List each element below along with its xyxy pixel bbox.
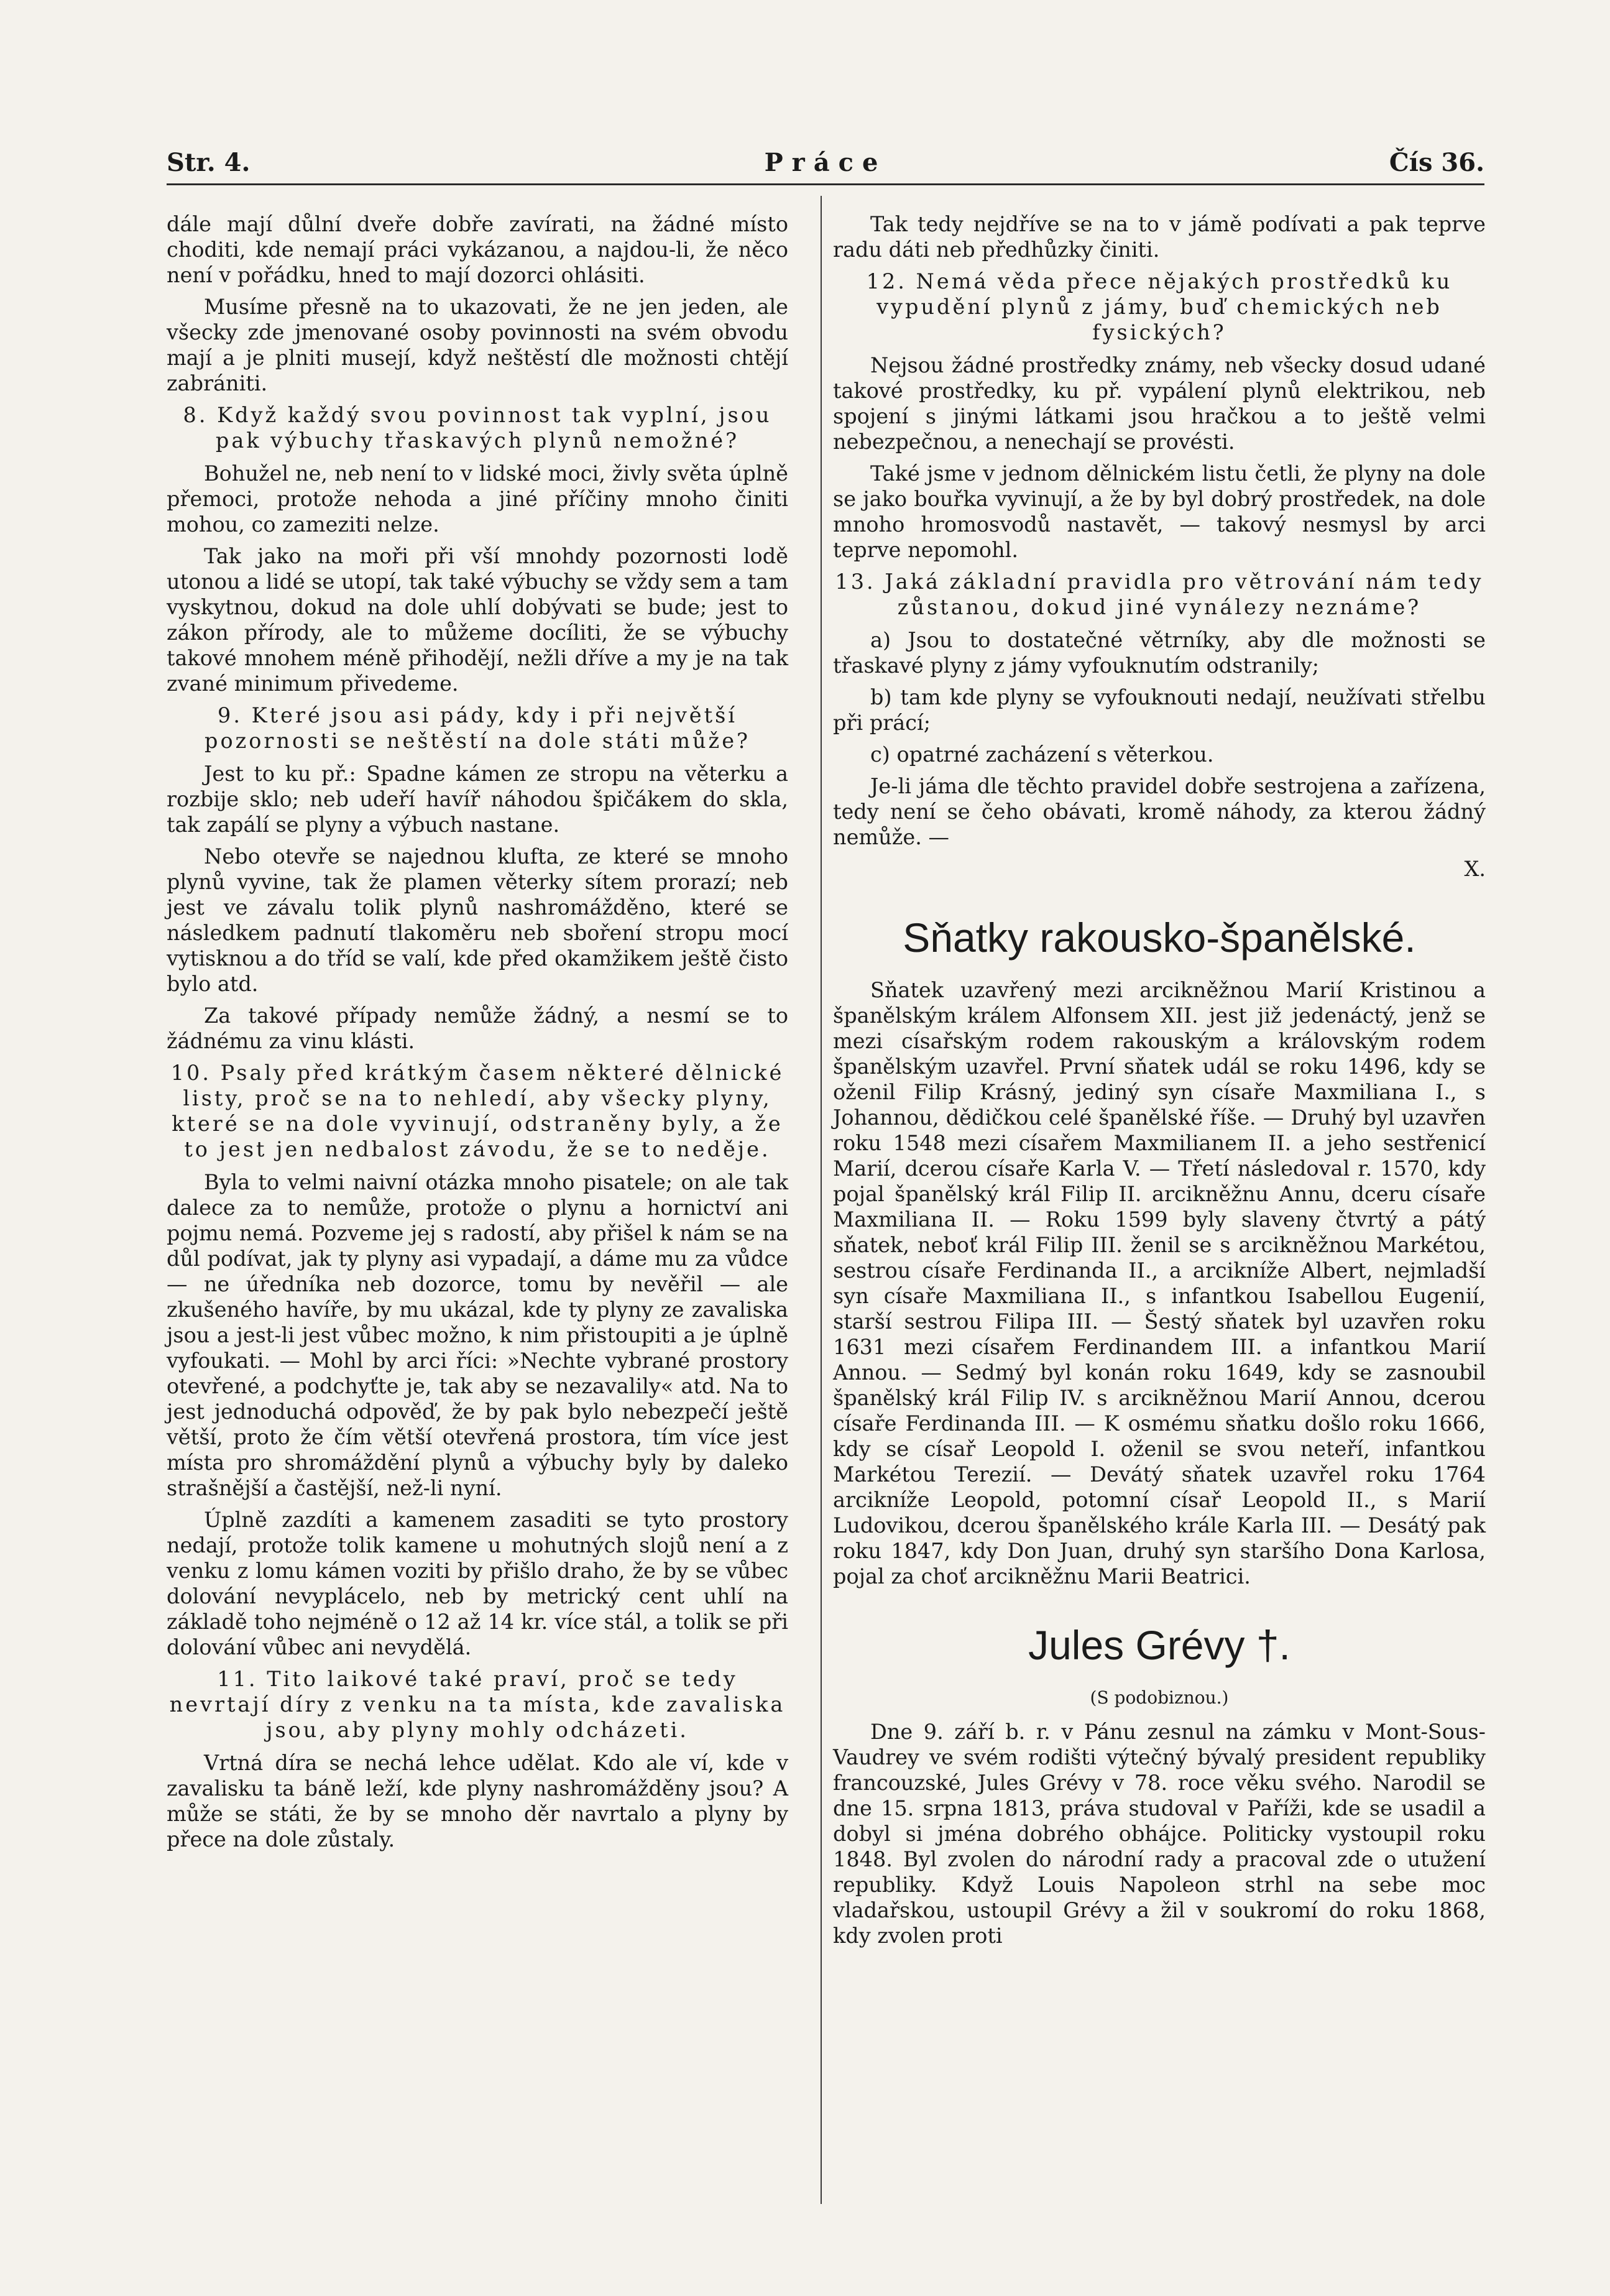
question-heading: 10. Psaly před krátkým časem některé dělnické listy, proč se na to nehledí, aby všecky plyny, které se na dole vyvinují, odstraněny byly, a že to jest jen nedbalost závodu, že se to neděje. [170,1061,784,1161]
article-title-marriages: Sňatky rakousko-španělské. [903,915,1416,961]
paragraph: Byla to velmi naivní otázka mnoho pisatele; on ale tak dalece za to nemůže, protože o plynu a hornictví ani pojmu nemá. Pozveme jej s radostí, aby přišel k nám se na důl podívat, jak ty plyny asi vypadají, a dáme mu za vůdce — ne úředníka neb dozorce, tomu by nevěřil — ale zkušeného havíře, by mu ukázal, kde ty plyny ze zavaliska jsou a jest-li jest vůbec možno, k nim přistoupiti a je úplně vyfoukati. — Mohl by arci říci: »Nechte vybrané prostory otevřené, a podchyťte je, tak aby se nezavalily« atd. Na to jest jednoduchá odpověď, že by pak bylo nebezpečí ještě větší, proto že čím větší otevřená prostora, tím více jest místa pro shromáždění plynů a výbuchy byly by daleko strašnější a častější, než-li nyní. [167,1170,788,1500]
left-column [167,211,788,1858]
paragraph: Tak tedy nejdříve se na to v jámě podívati a pak teprve radu dáti neb předhůzky činiti. [833,212,1486,262]
article-title-grevy: Jules Grévy †. [1028,1622,1290,1668]
column-divider [821,196,822,2204]
right-column-top [833,211,1486,850]
journal-title: Práce [764,148,887,177]
paragraph: c) opatrné zacházení s věterkou. [870,742,1214,767]
question-heading: 12. Nemá věda přece nějakých prostředků ku vypudění plynů z jámy, buď chemických neb fysických? [866,269,1453,344]
question-heading: 8. Když každý svou povinnost tak vyplní, jsou pak výbuchy třaskavých plynů nemožné? [183,403,772,453]
paragraph: dále mají důlní dveře dobře zavírati, na žádné místo choditi, kde nemají práci vykázanou, a najdou-li, že něco není v pořádku, hned to mají dozorci ohlásiti. [167,212,788,287]
question-heading: 13. Jaká základní pravidla pro větrování nám tedy zůstanou, dokud jiné vynálezy neznáme? [835,569,1484,619]
article-body-grevy: Dne 9. září b. r. v Pánu zesnul na zámku v Mont-Sous-Vaudrey ve svém rodišti výtečný bývalý president republiky francouzské, Jules Grévy v 78. roce věku svého. Narodil se dne 15. srpna 1813, práva studoval v Paříži, kde se usadil a dobyl si jména dobrého obhájce. Politicky vystoupil roku 1848. Byl zvolen do národní rady a pracoval zde o utužení republiky. Když Louis Napoleon strhl na sebe moc vladařskou, ustoupil Grévy a žil v soukromí do roku 1868, kdy zvolen proti [833,1720,1486,1948]
article-signature: X. [1464,857,1486,881]
article-subtitle-grevy: (S podobiznou.) [1090,1687,1229,1708]
page-number: Str. 4. [167,148,251,177]
paragraph: Úplně zazdíti a kamenem zasaditi se tyto prostory nedají, protože tolik kamene u mohutných slojů není a z venku z lomu kámen voziti by přišlo draho, že by se vůbec dolování nevyplácelo, neb by metrický cent uhlí na základě toho nejméně o 12 až 14 kr. více stál, a tolik se při dolování vůbec ani nevydělá. [167,1508,788,1659]
paragraph: Musíme přesně na to ukazovati, že ne jen jeden, ale všecky zde jmenované osoby povinnosti na svém obvodu mají a je plniti musejí, když neštěstí dle možnosti chtějí zabrániti. [167,295,788,395]
paragraph: Tak jako na moři při vší mnohdy pozornosti lodě utonou a lidé se utopí, tak také výbuchy se vždy sem a tam vyskytnou, dokud na dole uhlí dobývati se bude; jest to zákon přírody, ale to můžeme docíliti, že se výbuchy takové mnohem méně přihodějí, nežli dříve a my je na tak zvané minimum přivedeme. [167,544,788,696]
article-body-marriages: Sňatek uzavřený mezi arcikněžnou Marií Kristinou a španělským králem Alfonsem XII. jest již jedenáctý, jenž se mezi císařským rodem rakouským a královským rodem španělským uzavřel. První sňatek udál se roku 1496, kdy se oženil Filip Krásný, jediný syn císaře Maxmiliana I., s Johannou, dědičkou celé španělské říše. — Druhý byl uzavřen roku 1548 mezi císařem Maxmilianem II. a jeho sestřenicí Marií, dcerou císaře Karla V. — Třetí následoval r. 1570, kdy pojal španělský král Filip II. arcikněžnu Annu, dceru císaře Maxmiliana II. — Roku 1599 byly slaveny čtvrtý a pátý sňatek, neboť král Filip III. ženil se s arcikněžnou Markétou, sestrou císaře Ferdinanda II., a arcikníže Albert, nejmladší syn císaře Maxmiliana II., s infantkou Isabellou Eugenií, starší sestrou Filipa III. — Šestý sňatek byl uzavřen roku 1631 mezi císařem Ferdinandem III. a infantkou Marií Annou. — Sedmý byl konán roku 1649, kdy se zasnoubil španělský král Filip IV. s arcikněžnou Marií Annou, dcerou císaře Ferdinanda III. — K osmému sňatku došlo roku 1666, kdy se císař Leopold I. oženil se svou neteří, infantkou Markétou Terezií. — Devátý sňatek uzavřel roku 1764 arcikníže Leopold, potomní císař Leopold II., s Marií Ludovikou, dcerou španělského krále Karla III. — Desátý pak roku 1847, kdy Don Juan, druhý syn staršího Dona Karlosa, pojal za choť arcikněžnu Marii Beatrici. [833,978,1486,1588]
header-rule [167,183,1484,185]
paragraph: Vrtná díra se nechá lehce udělat. Kdo ale ví, kde v zavalisku ta báně leží, kde plyny nashromážděny jsou? A může se státi, že by se mnoho děr navrtalo a plyny by přece na dole zůstaly. [167,1751,788,1851]
paragraph: Za takové případy nemůže žádný, a nesmí se to žádnému za vinu klásti. [167,1003,788,1053]
paragraph: Také jsme v jednom dělnickém listu četli, že plyny na dole se jako bouřka vyvinují, a že by byl dobrý prostředek, na dole mnoho hromosvodů nastavět, — takový nesmysl by arci teprve nepomohl. [833,461,1486,562]
issue-number: Čís 36. [1389,148,1484,177]
paragraph: b) tam kde plyny se vyfouknouti nedají, neužívati střelbu při prácí; [833,685,1486,735]
question-heading: 11. Tito laikové také praví, proč se tedy nevrtají díry z venku na ta místa, kde zavaliska jsou, aby plyny mohly odcházeti. [169,1667,786,1742]
paragraph: Nebo otevře se najednou klufta, ze které se mnoho plynů vyvine, tak že plamen věterky sítem prorazí; neb jest ve závalu tolik plynů nashromážděno, které se následkem padnutí tlakoměru neb sboření stropu mocí vytisknou a do tříd se valí, kde před okamžikem ještě čisto bylo atd. [167,844,788,996]
paragraph: Jest to ku př.: Spadne kámen ze stropu na věterku a rozbije sklo; neb udeří havíř náhodou špičákem do skla, tak zapálí se plyny a výbuch nastane. [167,762,788,837]
right-column [833,211,1486,1955]
paragraph: a) Jsou to dostatečné větrníky, aby dle možnosti se třaskavé plyny z jámy vyfouknutím odstranily; [833,628,1486,678]
page-header [167,148,1484,185]
paragraph: Bohužel ne, neb není to v lidské moci, živly světa úplně přemoci, protože nehoda a jiné příčiny mnoho činiti mohou, co zameziti nelze. [167,461,788,537]
question-heading: 9. Které jsou asi pády, kdy i při největší pozornosti se neštěstí na dole státi může? [205,703,750,753]
paragraph: Nejsou žádné prostředky známy, neb všecky dosud udané takové prostředky, ku př. vypálení plynů elektrikou, neb spojení s jinými látkami jsou hračkou a to ještě velmi nebezpečnou, a nenechají se provésti. [833,353,1486,454]
paragraph: Je-li jáma dle těchto pravidel dobře sestrojena a zařízena, tedy není se čeho obávati, kromě náhody, za kterou žádný nemůže. — [833,774,1486,849]
